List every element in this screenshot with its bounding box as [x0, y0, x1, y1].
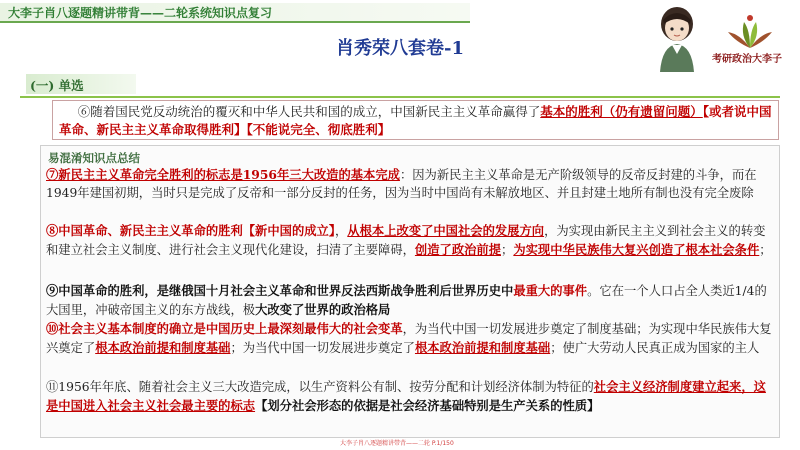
- teacher-avatar-illustration: [646, 2, 708, 72]
- item-11-highlight: 社会主义经济制度建立起来，这是中国进入社会主义社会最主要的标志: [46, 379, 766, 413]
- section-divider: [20, 96, 780, 98]
- item-8-social-condition: 为实现中华民族伟大复兴创造了根本社会条件: [513, 241, 760, 257]
- item-7-key: ⑦新民主主义革命完全胜利的标志是1956年三大改造的基本完成: [46, 167, 400, 182]
- item-9-text: 是继俄国十月社会主义革命和世界反法西斯战争胜利后世界历史中: [156, 283, 514, 298]
- page-title: 肖秀荣八套卷-1: [336, 38, 464, 59]
- item-8-key: ⑧中国革命、新民主主义革命的胜利【新中国的成立】: [46, 223, 335, 238]
- item-9-text2: 。它在一个人口占全人类近1/4的大国里，冲破帝国主义的东方战线，极: [46, 284, 767, 317]
- item-6-box: [52, 100, 779, 140]
- knowledge-summary-heading: 易混淆知识点总结: [48, 151, 140, 165]
- item-6-note: 【或者说中国革命、新民主主义革命取得胜利】【不能说完全、彻底胜利】: [59, 104, 772, 137]
- item-8-direction: 从根本上改变了中国社会的发展方向: [347, 223, 545, 238]
- item-9-highlight2: 大改变了世界的政治格局: [255, 301, 391, 317]
- item-6-highlight: 基本的胜利（仍有遗留问题）: [540, 104, 703, 119]
- item-11-note: 【划分社会形态的依据是社会经济基础特别是生产关系的性质】: [255, 397, 600, 413]
- item-9-highlight: 最重大的事件: [513, 283, 588, 298]
- item-10-text2: ；为当代中国一切发展进步奠定了: [230, 340, 415, 355]
- course-title: 大李子肖八逐题精讲带背——二轮系统知识点复习: [8, 6, 273, 20]
- item-8-comma: ，: [334, 224, 348, 238]
- item-9-key: ⑨中国革命的胜利，: [46, 283, 157, 298]
- section-heading-label: (一) 单选: [30, 78, 84, 93]
- brand-logo-text: 考研政治大李子: [712, 54, 782, 65]
- section-heading: [26, 74, 136, 94]
- item-8-semicolon: ；: [501, 242, 514, 257]
- item-8-political-premise: 创造了政治前提: [414, 241, 502, 257]
- item-11: [46, 378, 776, 415]
- item-11-text: ⑪1956年年底、随着社会主义三大改造完成，以生产资料公有制、按劳分配和计划经济体制为特征的: [46, 380, 594, 394]
- item-10-key: ⑩社会主义基本制度的确立是中国历史上最深刻最伟大的社会变革: [46, 321, 403, 336]
- footer-watermark: 大李子肖八逐题精讲带背——二轮 P.1/150: [340, 440, 454, 447]
- item-10-text3: ；使广大劳动人民真正成为国家的主人: [550, 340, 760, 355]
- item-7-text: ：因为新民主主义革命是无产阶级领导的反帝反封建的斗争，而在1949年建国初期，当时只是完成了反帝和一部分反封的任务，因为当时中国尚有未解放地区、并且封建土地所有制也没有完全废除: [46, 168, 757, 200]
- item-9: [46, 282, 776, 319]
- item-8-end: ；: [759, 242, 772, 257]
- item-10-text: ，为当代中国一切发展进步奠定了制度基础；为实现中华民族伟大复兴奠定了: [46, 322, 772, 355]
- item-8-text: ，为实现由新民主主义到社会主义的转变和建立社会主义制度、进行社会主义现代化建设，扫清了主要障碍，: [46, 224, 766, 257]
- item-8: [46, 222, 776, 259]
- top-banner-underline: [0, 21, 470, 23]
- item-10-highlight2: 根本政治前提和制度基础: [414, 339, 551, 355]
- item-10-highlight: 根本政治前提和制度基础: [95, 339, 231, 355]
- item-10: [46, 320, 776, 357]
- item-6-text: ⑥随着国民党反动统治的覆灭和中华人民共和国的成立，中国新民主主义革命赢得了: [77, 104, 541, 119]
- item-7: [46, 166, 776, 202]
